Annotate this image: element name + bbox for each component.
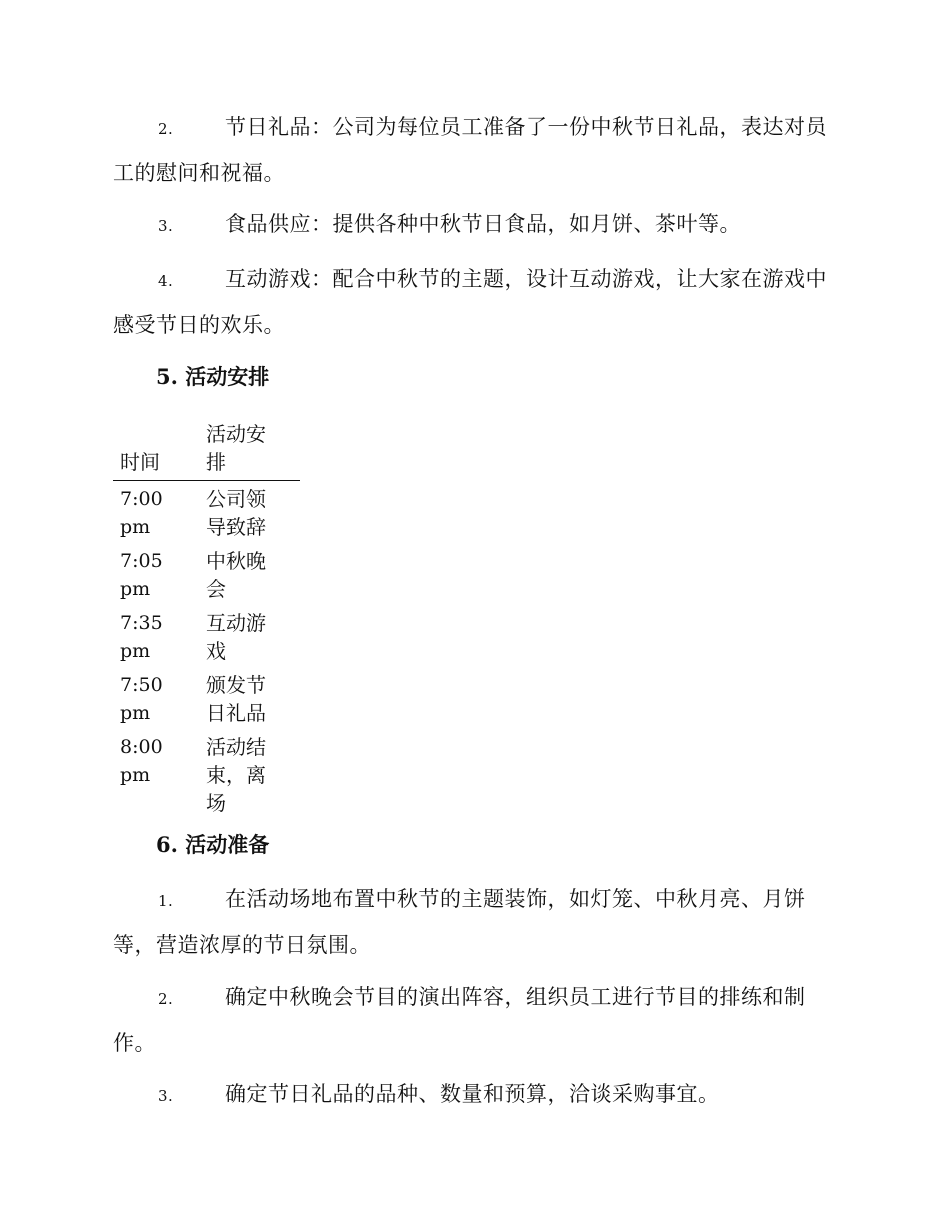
list-item	[113, 257, 833, 347]
table-cell-activity: 公司领导致辞	[206, 487, 266, 539]
table-header-row	[113, 420, 300, 481]
list-item-text: 互动游戏：配合中秋节的主题，设计互动游戏，让大家在游戏中感受节日的欢乐。	[113, 267, 827, 337]
table-row	[113, 543, 300, 605]
column-header-activity: 活动安排	[206, 420, 300, 481]
table-row	[113, 605, 300, 667]
list-item-number: 3.	[158, 217, 174, 235]
table-row	[113, 729, 300, 819]
table-row	[113, 667, 300, 729]
table-cell-time: 8:00pm	[120, 736, 163, 786]
list-item-number: 2.	[158, 120, 174, 138]
list-item-text: 食品供应：提供各种中秋节日食品，如月饼、茶叶等。	[225, 212, 741, 236]
table-cell-activity: 活动结束，离场	[206, 735, 266, 815]
table-row	[113, 481, 300, 544]
list-item	[113, 105, 833, 195]
table-cell-time: 7:00pm	[120, 488, 163, 538]
list-item-number: 1.	[158, 892, 174, 910]
table-cell-activity: 互动游戏	[206, 611, 266, 663]
schedule-table	[113, 420, 300, 819]
list-item	[113, 877, 833, 967]
list-item	[113, 1072, 833, 1118]
list-item-number: 2.	[158, 990, 174, 1008]
list-item-text: 在活动场地布置中秋节的主题装饰，如灯笼、中秋月亮、月饼等，营造浓厚的节日氛围。	[113, 887, 806, 957]
table-cell-time: 7:05pm	[120, 550, 163, 600]
table-cell-time: 7:35pm	[120, 612, 163, 662]
table-cell-activity: 中秋晚会	[206, 549, 266, 601]
section-heading: 6. 活动准备	[156, 832, 270, 857]
list-item-text: 节日礼品：公司为每位员工准备了一份中秋节日礼品，表达对员工的慰问和祝福。	[113, 115, 827, 185]
list-item-number: 3.	[158, 1087, 174, 1105]
table-cell-activity: 颁发节日礼品	[206, 673, 266, 725]
list-item-number: 4.	[158, 272, 174, 290]
list-item	[113, 975, 833, 1065]
column-header-time: 时间	[113, 420, 206, 481]
list-item-text: 确定节日礼品的品种、数量和预算，洽谈采购事宜。	[225, 1082, 720, 1106]
table-cell-time: 7:50pm	[120, 674, 163, 724]
list-item	[113, 202, 833, 248]
section-heading: 5. 活动安排	[156, 364, 270, 389]
list-item-text: 确定中秋晚会节目的演出阵容，组织员工进行节目的排练和制作。	[113, 985, 806, 1055]
